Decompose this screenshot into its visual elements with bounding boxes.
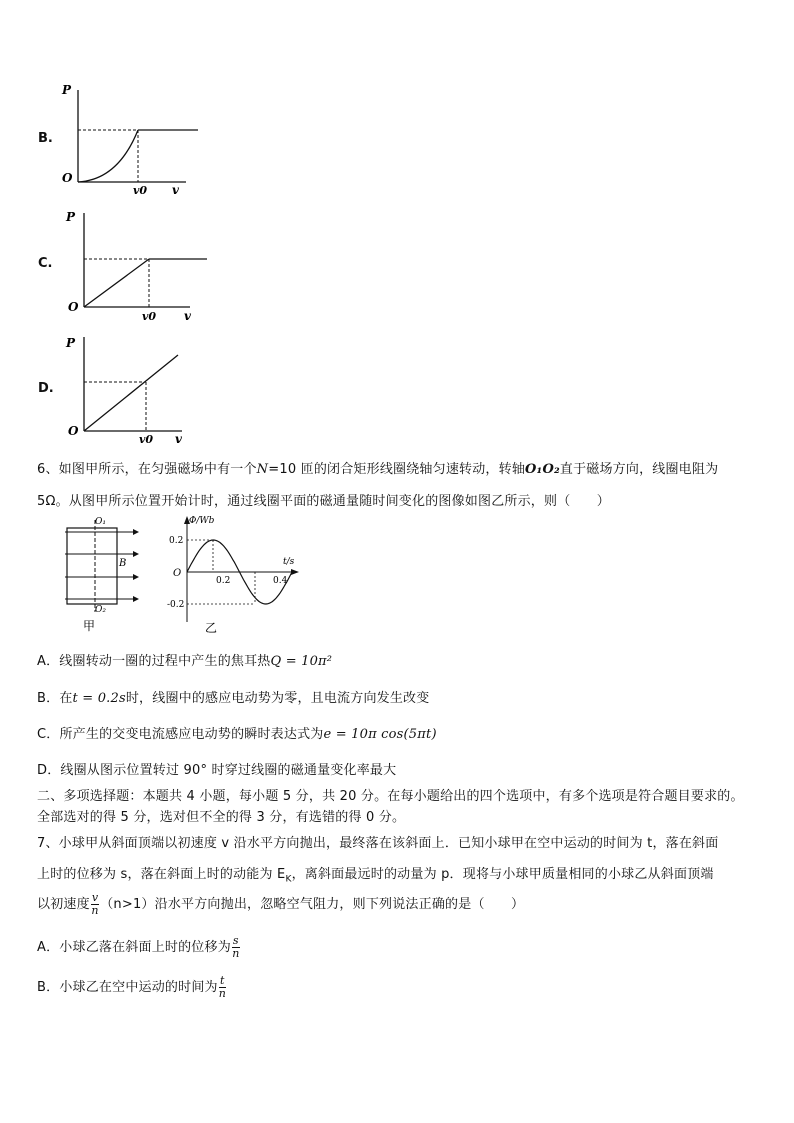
origin-label: O	[68, 424, 79, 438]
option-c-graph	[62, 207, 207, 325]
curve	[78, 130, 138, 182]
option-c-label: C.	[38, 256, 53, 271]
axis-label-v: v	[184, 309, 191, 323]
axis-label-p: P	[66, 336, 76, 350]
tick-v0: v0	[133, 184, 148, 197]
arrow-icon	[133, 551, 139, 557]
option-b-graph	[58, 82, 203, 197]
q6-stem-line1: 6、如图甲所示，在匀强磁场中有一个N=10 匝的闭合矩形线圈绕轴匀速转动，转轴O₁O₂直于磁场方向，线圈电阻为	[37, 462, 719, 477]
tick-x1: 0.2	[216, 576, 231, 586]
axis-label-p: P	[62, 83, 72, 97]
origin-label: O	[68, 300, 79, 314]
tick-x2: 0.4	[273, 576, 288, 586]
origin-label: O	[62, 171, 73, 185]
caption-jia: 甲	[83, 619, 96, 633]
axis-label-v: v	[172, 183, 179, 197]
figure-jia	[55, 512, 150, 635]
tick-y-neg: -0.2	[167, 600, 185, 610]
fraction: $\frac{v}{n}$	[91, 891, 99, 917]
q6-stem-line2: 5Ω。从图甲所示位置开始计时，通过线圈平面的磁通量随时间变化的图像如图乙所示，则（ ）	[37, 494, 611, 509]
arrow-icon	[133, 529, 139, 535]
option-d-label: D.	[38, 381, 54, 396]
ramp-line	[84, 259, 149, 307]
tick-v0: v0	[139, 433, 154, 446]
q7-option-a: A．小球乙落在斜面上时的位移为 $\frac{s}{n}$	[37, 934, 240, 960]
arrow-icon	[133, 574, 139, 580]
option-d-graph	[62, 333, 192, 448]
q6-option-c: C．所产生的交变电流感应电动势的瞬时表达式为e = 10π cos(5πt)	[37, 727, 437, 742]
section2-intro-line2: 全部选对的得 5 分，选对但不全的得 3 分，有选错的得 0 分。	[37, 810, 406, 825]
arrow-icon	[133, 596, 139, 602]
fraction: $\frac{s}{n}$	[232, 934, 240, 960]
origin-label: O	[173, 568, 182, 579]
q6-option-b: B．在t = 0.2s时，线圈中的感应电动势为零，且电流方向发生改变	[37, 691, 430, 706]
label-o2: O₂	[95, 605, 106, 615]
q7-stem-line3: 以初速度 $\frac{v}{n}$ （n>1）沿水平方向抛出，忽略空气阻力，则下列说法正确的是（ ）	[37, 891, 525, 917]
x-axis-label: t/s	[283, 557, 295, 567]
q7-option-b: B．小球乙在空中运动的时间为 $\frac{t}{n}$	[37, 974, 227, 1000]
option-b-label: B.	[38, 131, 53, 146]
q6-option-a: A．线圈转动一圈的过程中产生的焦耳热Q = 10π²	[37, 654, 333, 669]
figure-yi	[165, 512, 305, 635]
q7-stem-line2: 上时的位移为 s，落在斜面上时的动能为 $E_K$，离斜面最远时的动量为 p．现将与小球甲质量相同的小球乙从斜面顶端	[37, 867, 714, 885]
arrow-icon	[291, 569, 299, 575]
caption-yi: 乙	[205, 621, 218, 635]
q7-stem-line1: 7、小球甲从斜面顶端以初速度 v 沿水平方向抛出，最终落在该斜面上．已知小球甲在空中运动的时间为 t，落在斜面	[37, 836, 719, 851]
fraction: $\frac{t}{n}$	[218, 974, 227, 1000]
tick-v0: v0	[142, 310, 157, 323]
linear-line	[84, 355, 178, 431]
axis-label-v: v	[175, 432, 182, 446]
tick-y-pos: 0.2	[169, 536, 184, 546]
label-b: B	[119, 558, 127, 569]
coil-rectangle	[67, 528, 117, 604]
label-o1: O₁	[95, 517, 106, 527]
q6-option-d: D．线圈从图示位置转过 90° 时穿过线圈的磁通量变化率最大	[37, 763, 397, 778]
axis-label-p: P	[66, 210, 76, 224]
y-axis-label: Φ/Wb	[189, 516, 215, 526]
section2-intro-line1: 二、多项选择题：本题共 4 小题，每小题 5 分，共 20 分。在每小题给出的四个选项中，有多个选项是符合题目要求的。	[37, 789, 744, 804]
